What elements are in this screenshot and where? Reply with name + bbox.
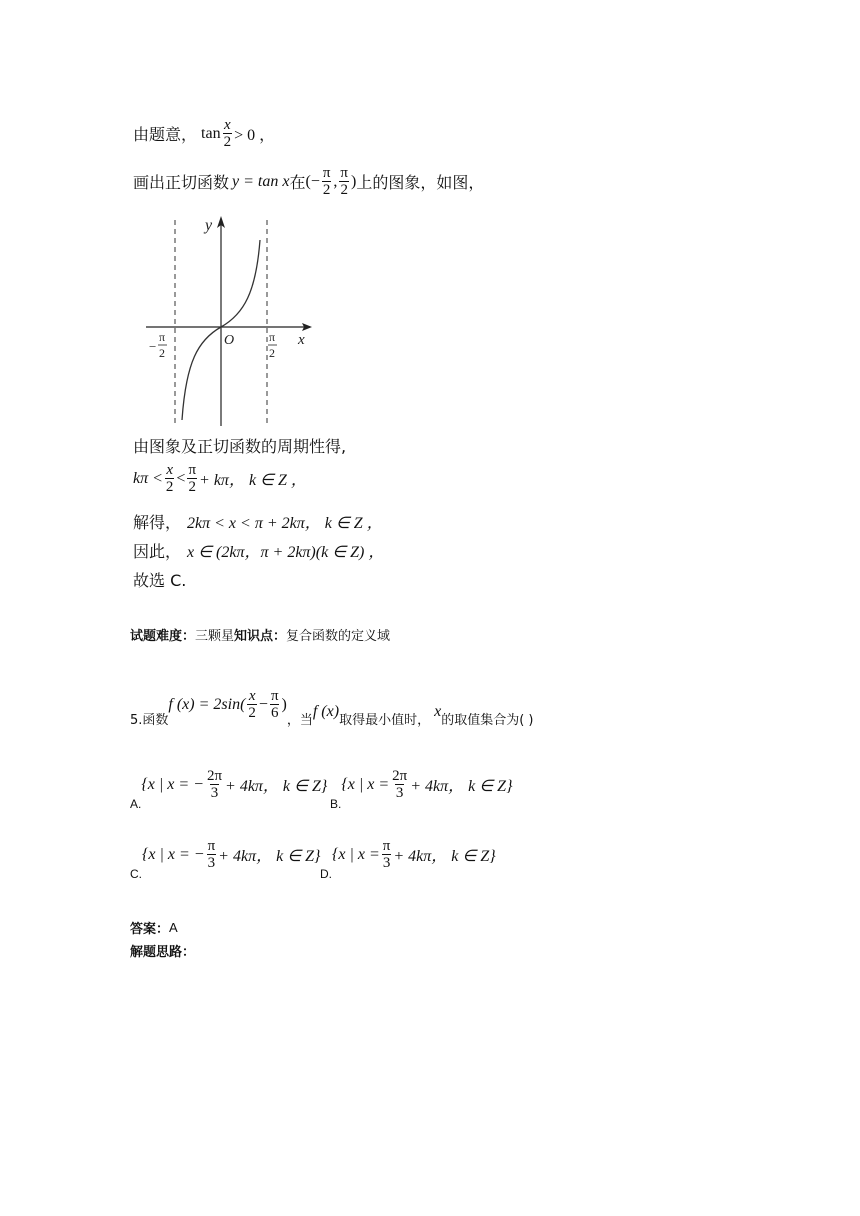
fraction-x-over-2 (247, 688, 257, 721)
pos-two: 2 (269, 346, 275, 360)
question-mid2: 取得最小值时， (339, 713, 431, 728)
neg-pi: π (159, 330, 166, 344)
line5-math: 2kπ < x < π + 2kπ， k ∈ Z ， (187, 515, 383, 532)
option-fraction (206, 768, 223, 801)
option-fraction (207, 838, 217, 871)
line1-rest: > 0 ， (234, 127, 276, 144)
fraction-numerator: x (166, 462, 173, 478)
fraction-denominator: 3 (210, 785, 219, 801)
option-label: D. (320, 867, 332, 881)
solution-hint-label: 解题思路： (130, 945, 196, 960)
fraction-numerator: π (382, 838, 391, 854)
option-post: + 4kπ， k ∈ Z} (410, 778, 513, 795)
difficulty-label: 试题难度： (130, 629, 196, 644)
answer-label: 答案： (130, 922, 170, 937)
option-pre: {x | x = (341, 775, 390, 793)
option-a[interactable] (130, 768, 327, 811)
difficulty-value: 三颗星 (195, 629, 235, 644)
line2-in: 在 (289, 173, 306, 192)
option-c[interactable] (130, 838, 320, 881)
fraction-denominator: 2 (188, 479, 196, 495)
fraction-x-over-2 (223, 117, 233, 150)
question-tail: 的取值集合为( ) (441, 713, 534, 728)
line2-suffix: 上的图象，如图， (356, 173, 485, 192)
tangent-graph (140, 212, 320, 430)
tan-label: tan (201, 124, 221, 142)
answer-value: A (169, 920, 178, 935)
left-paren: (− (305, 172, 320, 190)
option-expression (332, 838, 496, 871)
line6-math: x ∈ (2kπ，π + 2kπ)(k ∈ Z) ， (187, 544, 385, 561)
neg-sign: − (149, 339, 157, 354)
fraction-denominator: 2 (223, 134, 232, 150)
option-pre: {x | x = − (142, 845, 205, 863)
fraction-numerator: x (248, 688, 256, 704)
fraction-numerator: 2π (392, 768, 408, 784)
fraction-pi-over-2-pos (339, 165, 349, 198)
option-post: + 4kπ， k ∈ Z} (225, 778, 328, 795)
fraction-denominator: 2 (165, 479, 174, 495)
line6-prefix: 因此， (133, 542, 182, 561)
fraction-numerator: π (322, 165, 331, 181)
line5-prefix: 解得， (133, 513, 182, 532)
knowledge-label: 知识点： (234, 629, 287, 644)
fraction-numerator: x (223, 117, 231, 133)
fraction-numerator: π (340, 165, 348, 181)
solution-line-7: 故选 C. (133, 571, 187, 590)
neg-two: 2 (159, 346, 165, 360)
fraction-denominator: 2 (248, 705, 256, 721)
option-expression (141, 768, 327, 801)
fraction-denominator: 3 (207, 855, 216, 871)
variable-x: x (434, 703, 442, 720)
close-paren: ) (281, 695, 287, 713)
y-axis-label: y (205, 217, 213, 234)
option-b[interactable] (330, 768, 512, 811)
fraction-denominator: 2 (322, 182, 331, 198)
line2-prefix: 画出正切函数 (133, 173, 230, 192)
tan-function: y = tan x (232, 172, 290, 190)
origin-label: O (224, 333, 235, 348)
option-pre: {x | x = (332, 845, 380, 863)
fraction-pi-over-6 (270, 688, 280, 721)
fraction-denominator: 3 (395, 785, 404, 801)
fraction-denominator: 3 (382, 855, 391, 871)
question-5 (130, 688, 533, 729)
question-function (168, 688, 286, 721)
line4-a: kπ < (133, 469, 163, 487)
solution-line-1 (133, 117, 275, 150)
function-fx: f (x) (312, 703, 340, 720)
solution-line-6 (133, 539, 384, 562)
option-expression (142, 838, 320, 871)
question-mid1: ，当 (286, 713, 313, 728)
fraction-numerator: π (207, 838, 216, 854)
fraction-x-over-2 (165, 462, 175, 495)
option-post: + 4kπ， k ∈ Z} (393, 848, 496, 865)
solution-line-2 (133, 165, 484, 198)
fraction-pi-over-2-neg (322, 165, 332, 198)
x-axis-label: x (298, 332, 305, 348)
line1-prefix: 由题意， (133, 125, 198, 144)
line4-b: + kπ， k ∈ Z ， (199, 472, 307, 489)
meta-line (130, 625, 390, 644)
pos-pi: π (269, 330, 276, 344)
option-label: B. (330, 797, 342, 811)
option-post: + 4kπ， k ∈ Z} (218, 848, 321, 865)
solution-line-5 (133, 510, 383, 533)
comma: , (333, 172, 338, 190)
knowledge-value: 复合函数的定义域 (286, 629, 391, 644)
less-than: < (176, 469, 186, 487)
function-expression: f (x) = 2sin( (168, 695, 246, 713)
fraction-numerator: π (270, 688, 279, 704)
solution-line-4 (133, 462, 307, 495)
option-label: C. (130, 867, 142, 881)
fraction-denominator: 6 (270, 705, 279, 721)
option-label: A. (130, 797, 142, 811)
fraction-numerator: 2π (206, 768, 223, 784)
question-number: 5.函数 (130, 713, 169, 728)
option-expression (341, 768, 512, 801)
fraction-numerator: π (188, 462, 197, 478)
fraction-denominator: 2 (340, 182, 348, 198)
answer-line (130, 918, 178, 937)
solution-line-3: 由图象及正切函数的周期性得, (133, 437, 347, 456)
minus-sign: − (258, 695, 268, 713)
option-d[interactable] (320, 838, 496, 881)
option-pre: {x | x = − (141, 775, 204, 793)
fraction-pi-over-2 (187, 462, 197, 495)
right-paren: ) (351, 172, 357, 190)
option-fraction (382, 838, 392, 871)
option-fraction (391, 768, 408, 801)
